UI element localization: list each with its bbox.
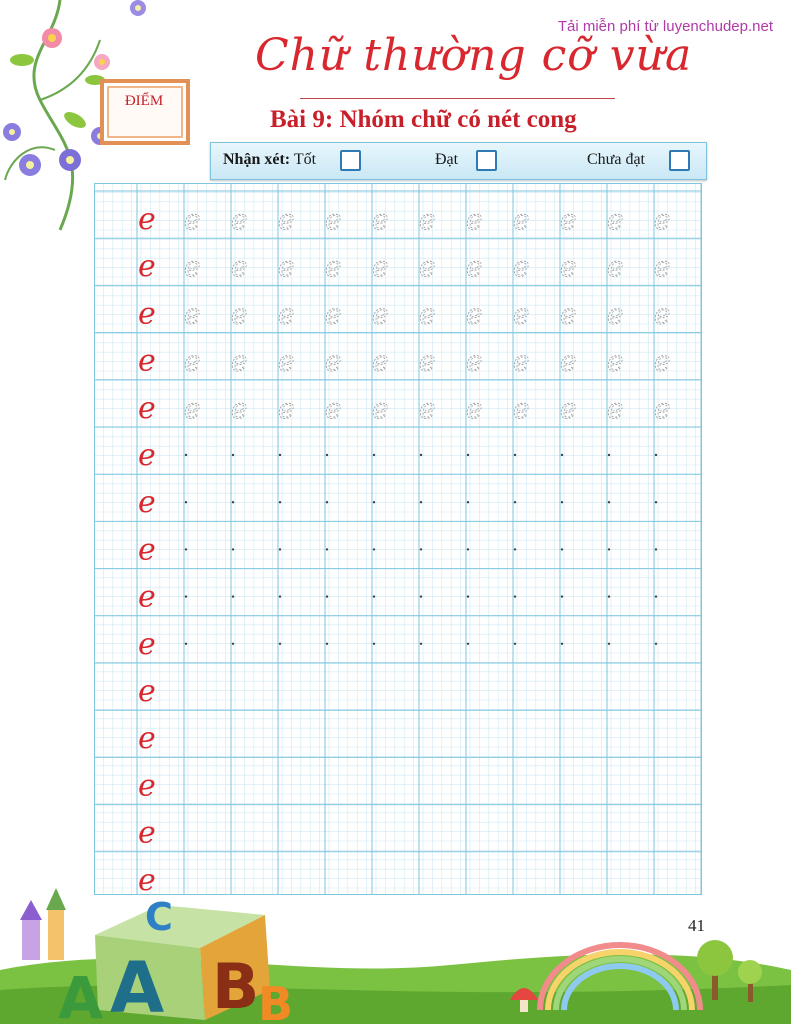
trace-letter: e <box>325 203 342 236</box>
title-underline <box>300 98 615 99</box>
option-fail-label: Chưa đạt <box>587 151 645 168</box>
trace-letter: e <box>231 344 248 378</box>
start-dot <box>279 501 281 503</box>
start-dot <box>655 501 657 503</box>
start-dot <box>279 454 281 456</box>
trace-letter: e <box>654 250 671 284</box>
trace-letter: e <box>513 344 530 378</box>
trace-letter: e <box>231 203 248 236</box>
start-dot <box>232 643 234 645</box>
trace-letter: e <box>607 297 624 331</box>
flower-icon <box>59 149 81 171</box>
letter-b-icon <box>258 977 293 1024</box>
trace-letter: e <box>560 344 577 378</box>
trace-letter: e <box>513 250 530 284</box>
start-dot <box>514 454 516 456</box>
start-dot <box>608 548 610 550</box>
trace-letter: e <box>466 250 483 284</box>
start-dot <box>655 454 657 456</box>
practice-grid-svg <box>94 183 702 895</box>
start-dot <box>373 643 375 645</box>
start-dot <box>326 595 328 597</box>
trace-letter: e <box>607 391 624 425</box>
svg-text:C: C <box>145 895 173 939</box>
svg-text:B: B <box>212 950 260 1023</box>
trace-letter: e <box>654 344 671 378</box>
trace-letter: e <box>419 297 436 331</box>
model-letter: e <box>138 532 156 568</box>
trace-letter: e <box>372 250 389 284</box>
trace-letter: e <box>466 344 483 378</box>
score-box <box>100 79 190 145</box>
trace-letter: e <box>231 250 248 284</box>
comment-label-group <box>223 151 316 169</box>
letter-block-a-icon <box>110 947 164 1024</box>
trace-letter: e <box>278 203 295 236</box>
model-letter: e <box>138 579 156 615</box>
model-letter: e <box>138 249 156 285</box>
trace-letter: e <box>513 297 530 331</box>
start-dot <box>373 454 375 456</box>
start-dot <box>608 643 610 645</box>
start-dot <box>467 501 469 503</box>
model-letter: e <box>138 721 156 757</box>
trace-letter: e <box>513 391 530 425</box>
flower-icon <box>42 28 62 48</box>
trace-letter: e <box>372 203 389 236</box>
flower-icon <box>19 154 41 176</box>
flower-icon <box>94 54 110 70</box>
model-letter: e <box>138 626 156 662</box>
start-dot <box>608 501 610 503</box>
trace-letter: e <box>278 344 295 378</box>
trace-letter: e <box>560 203 577 236</box>
start-dot <box>420 595 422 597</box>
model-letter: e <box>138 296 156 332</box>
start-dot <box>326 454 328 456</box>
trace-letter: e <box>231 297 248 331</box>
start-dot <box>467 454 469 456</box>
trace-letter: e <box>184 203 201 236</box>
start-dot <box>373 501 375 503</box>
trace-letter: e <box>419 344 436 378</box>
model-letter: e <box>138 390 156 426</box>
trace-letter: e <box>278 250 295 284</box>
option-fail-checkbox[interactable] <box>669 150 690 171</box>
watermark-text: Tải miễn phí từ luyenchudep.net <box>557 18 773 35</box>
start-dot <box>373 595 375 597</box>
model-letter: e <box>138 862 156 895</box>
start-dot <box>561 643 563 645</box>
trace-letter: e <box>372 391 389 425</box>
start-dot <box>420 548 422 550</box>
start-dot <box>326 548 328 550</box>
trace-letter: e <box>607 250 624 284</box>
start-dot <box>279 643 281 645</box>
trace-letter: e <box>654 297 671 331</box>
trace-letter: e <box>184 250 201 284</box>
trace-letter: e <box>278 297 295 331</box>
svg-text:A: A <box>110 947 165 1024</box>
start-dot <box>185 501 187 503</box>
trace-letter: e <box>607 203 624 236</box>
start-dot <box>561 501 563 503</box>
start-dot <box>232 595 234 597</box>
trace-letter: e <box>466 297 483 331</box>
letter-a-icon <box>58 964 103 1024</box>
start-dot <box>514 595 516 597</box>
trace-letter: e <box>184 297 201 331</box>
start-dot <box>232 548 234 550</box>
start-dot <box>467 595 469 597</box>
trace-letter: e <box>325 250 342 284</box>
trace-letter: e <box>372 344 389 378</box>
flower-icon <box>3 123 21 141</box>
model-letter: e <box>138 202 156 237</box>
start-dot <box>561 548 563 550</box>
page-title: Chữ thường cỡ vừa <box>255 30 693 81</box>
option-pass-checkbox[interactable] <box>476 150 497 171</box>
trace-letter: e <box>607 344 624 378</box>
trace-letter: e <box>654 391 671 425</box>
trace-letter: e <box>466 203 483 236</box>
trace-letter: e <box>560 297 577 331</box>
practice-grid[interactable] <box>94 183 702 895</box>
trace-letter: e <box>325 391 342 425</box>
option-good-label: Tốt <box>293 151 317 168</box>
start-dot <box>655 548 657 550</box>
model-letter: e <box>138 438 156 473</box>
trace-letter: e <box>184 344 201 378</box>
letter-block-b-icon <box>212 950 259 1023</box>
model-letter: e <box>138 485 156 521</box>
svg-text:B: B <box>258 977 294 1024</box>
start-dot <box>561 595 563 597</box>
model-letter: e <box>138 815 156 851</box>
trace-letter: e <box>278 391 295 425</box>
model-letter: e <box>138 768 156 804</box>
svg-text:A: A <box>58 964 103 1024</box>
start-dot <box>655 595 657 597</box>
start-dot <box>373 548 375 550</box>
option-pass-label: Đạt <box>435 151 459 168</box>
start-dot <box>655 643 657 645</box>
model-letter: e <box>138 674 156 709</box>
trace-letter: e <box>231 391 248 425</box>
trace-letter: e <box>325 297 342 331</box>
start-dot <box>279 595 281 597</box>
start-dot <box>420 501 422 503</box>
start-dot <box>514 643 516 645</box>
start-dot <box>279 548 281 550</box>
start-dot <box>326 501 328 503</box>
castle-icon <box>20 888 66 960</box>
trace-letter: e <box>466 391 483 425</box>
trace-letter: e <box>184 391 201 425</box>
comment-label: Nhận xét: <box>223 151 291 168</box>
option-good-checkbox[interactable] <box>340 150 361 171</box>
start-dot <box>514 501 516 503</box>
start-dot <box>185 643 187 645</box>
start-dot <box>232 501 234 503</box>
start-dot <box>608 595 610 597</box>
trace-letter: e <box>419 203 436 236</box>
start-dot <box>561 454 563 456</box>
trace-letter: e <box>372 297 389 331</box>
trace-letter: e <box>560 391 577 425</box>
start-dot <box>185 595 187 597</box>
trace-letter: e <box>654 203 671 236</box>
abc-blocks-scene <box>0 880 791 1024</box>
start-dot <box>608 454 610 456</box>
score-label: ĐIỂM <box>124 93 164 109</box>
page-number: 41 <box>688 916 705 935</box>
model-letter: e <box>138 343 156 379</box>
flower-icon <box>130 0 146 16</box>
start-dot <box>232 454 234 456</box>
lesson-heading: Bài 9: Nhóm chữ có nét cong <box>270 106 577 133</box>
trace-letter: e <box>513 203 530 236</box>
start-dot <box>185 548 187 550</box>
start-dot <box>467 548 469 550</box>
comment-bar <box>210 142 707 180</box>
trace-letter: e <box>419 250 436 284</box>
start-dot <box>326 643 328 645</box>
start-dot <box>420 643 422 645</box>
start-dot <box>185 454 187 456</box>
trace-letter: e <box>560 250 577 284</box>
start-dot <box>467 643 469 645</box>
trace-letter: e <box>419 391 436 425</box>
trace-letter: e <box>325 344 342 378</box>
start-dot <box>420 454 422 456</box>
start-dot <box>514 548 516 550</box>
